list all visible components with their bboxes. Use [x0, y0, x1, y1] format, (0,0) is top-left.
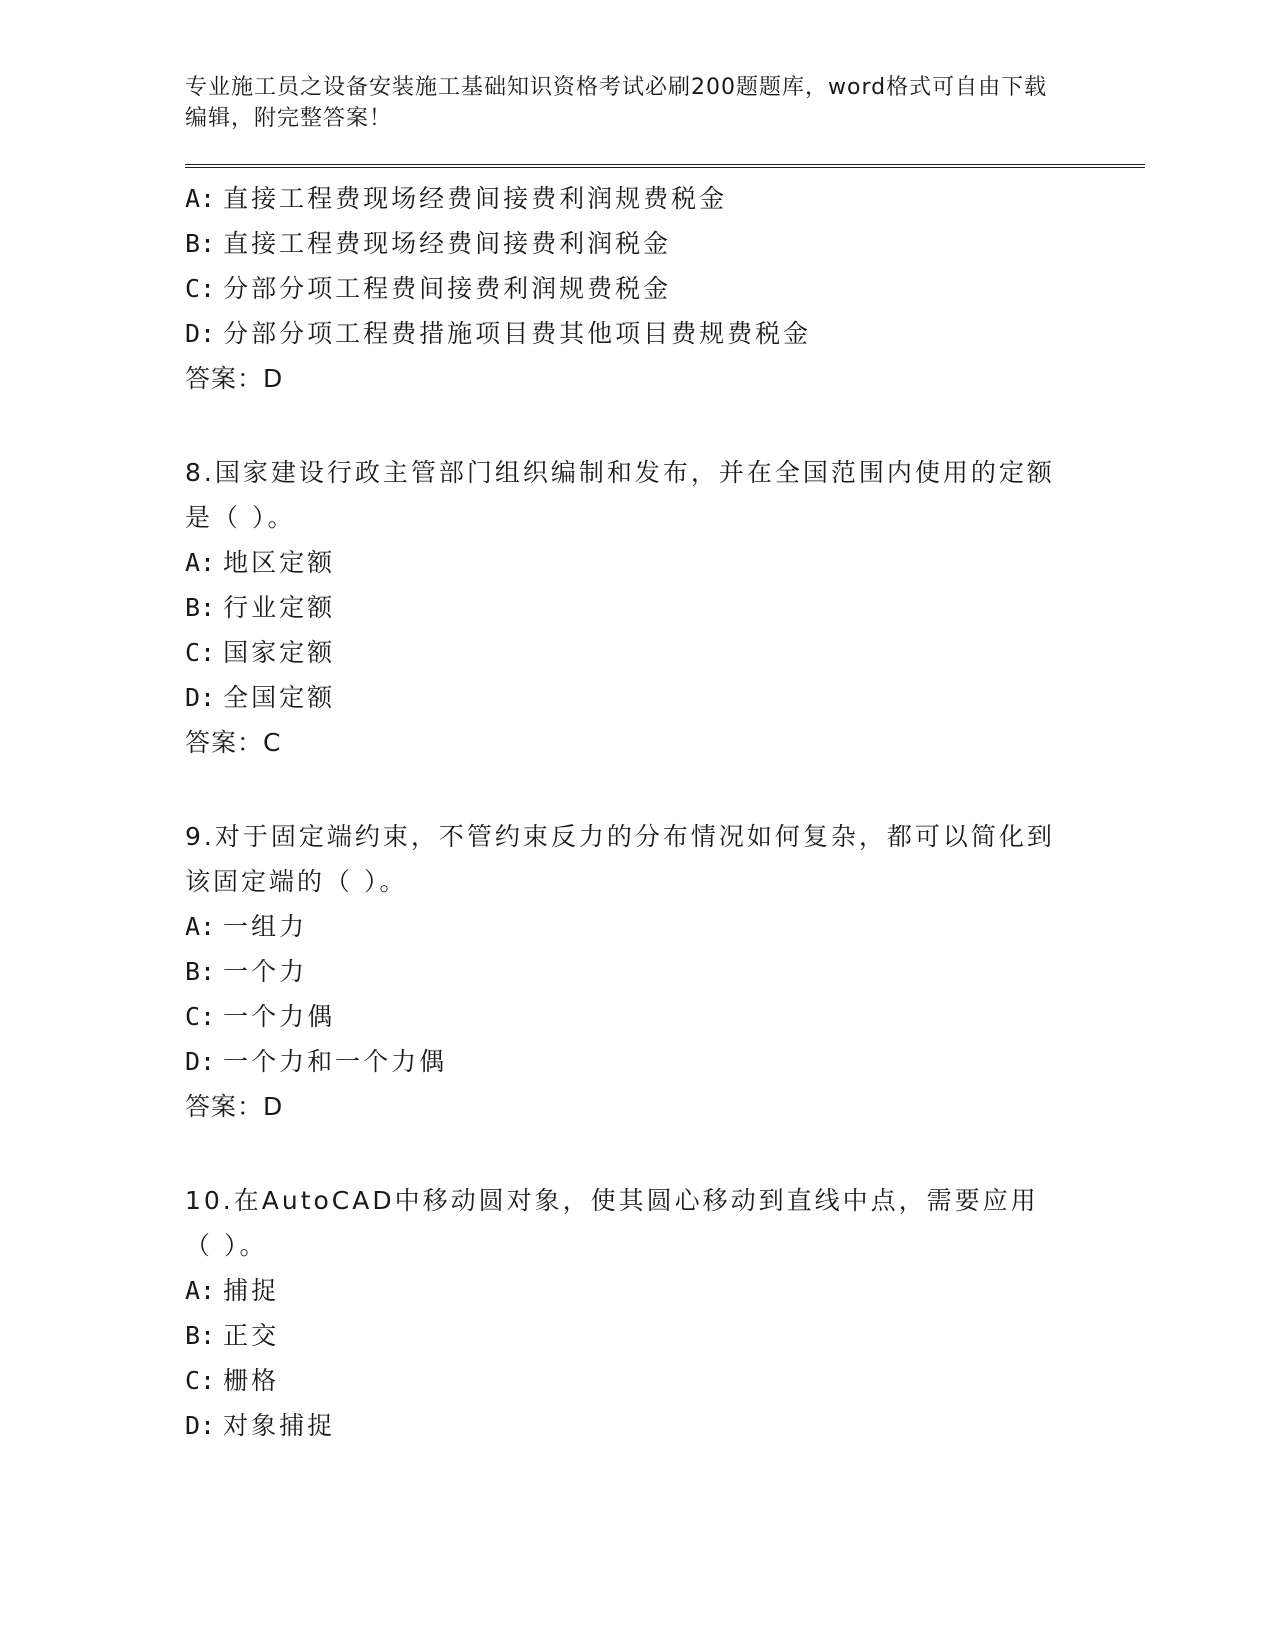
option-text: 一个力 [223, 957, 308, 986]
option-text: 一个力和一个力偶 [223, 1047, 448, 1076]
option-d [185, 1403, 1145, 1448]
option-d [185, 1039, 1145, 1084]
option-prefix: D: [185, 1411, 216, 1440]
option-text: 一组力 [223, 912, 308, 941]
answer-line [185, 720, 1145, 766]
question-text: 8.国家建设行政主管部门组织编制和发布，并在全国范围内使用的定额是（ ）。 [185, 458, 1055, 532]
question-text: 10.在AutoCAD中移动圆对象，使其圆心移动到直线中点，需要应用（ ）。 [185, 1186, 1039, 1260]
option-prefix: C: [185, 638, 216, 667]
option-b [185, 221, 1145, 266]
answer-line [185, 356, 1145, 402]
answer-label: 答案： [185, 728, 264, 757]
option-prefix: A: [185, 1276, 216, 1305]
option-a [185, 540, 1145, 585]
option-text: 直接工程费现场经费间接费利润规费税金 [223, 184, 728, 213]
option-prefix: D: [185, 319, 216, 348]
option-a [185, 904, 1145, 949]
option-c [185, 266, 1145, 311]
option-prefix: B: [185, 1321, 216, 1350]
option-text: 直接工程费现场经费间接费利润税金 [223, 229, 672, 258]
option-prefix: B: [185, 593, 216, 622]
option-prefix: A: [185, 184, 216, 213]
option-text: 行业定额 [223, 593, 336, 622]
option-text: 一个力偶 [223, 1002, 336, 1031]
option-prefix: B: [185, 957, 216, 986]
document-header: 专业施工员之设备安装施工基础知识资格考试必刷200题题库，word格式可自由下载编辑，附完整答案！ [185, 75, 1048, 131]
option-a [185, 1268, 1145, 1313]
answer-value: C [263, 728, 282, 757]
header-double-rule [185, 164, 1145, 168]
option-text: 国家定额 [223, 638, 336, 667]
option-text: 地区定额 [223, 548, 336, 577]
answer-value: D [263, 364, 284, 393]
option-d [185, 311, 1145, 356]
answer-label: 答案： [185, 364, 264, 393]
option-prefix: D: [185, 1047, 216, 1076]
answer-label: 答案： [185, 1092, 264, 1121]
option-text: 捕捉 [223, 1276, 280, 1305]
option-prefix: C: [185, 274, 216, 303]
partial-question [185, 176, 1145, 402]
option-c [185, 994, 1145, 1039]
option-prefix: B: [185, 229, 216, 258]
option-prefix: C: [185, 1366, 216, 1395]
option-text: 正交 [223, 1321, 280, 1350]
option-text: 对象捕捉 [223, 1411, 336, 1440]
option-d [185, 675, 1145, 720]
option-text: 分部分项工程费措施项目费其他项目费规费税金 [223, 319, 812, 348]
option-b [185, 1313, 1145, 1358]
option-prefix: A: [185, 912, 216, 941]
option-text: 分部分项工程费间接费利润规费税金 [223, 274, 672, 303]
question-text: 9.对于固定端约束，不管约束反力的分布情况如何复杂，都可以简化到该固定端的（ ）。 [185, 822, 1055, 896]
option-text: 栅格 [223, 1366, 280, 1395]
option-c [185, 1358, 1145, 1403]
option-b [185, 949, 1145, 994]
answer-line [185, 1084, 1145, 1130]
option-prefix: A: [185, 548, 216, 577]
option-c [185, 630, 1145, 675]
option-prefix: D: [185, 683, 216, 712]
option-prefix: C: [185, 1002, 216, 1031]
question-10 [185, 1178, 1145, 1448]
document-page [185, 72, 1145, 1448]
answer-value: D [263, 1092, 284, 1121]
question-9 [185, 814, 1145, 1130]
option-a [185, 176, 1145, 221]
option-text: 全国定额 [223, 683, 336, 712]
question-8 [185, 450, 1145, 766]
option-b [185, 585, 1145, 630]
